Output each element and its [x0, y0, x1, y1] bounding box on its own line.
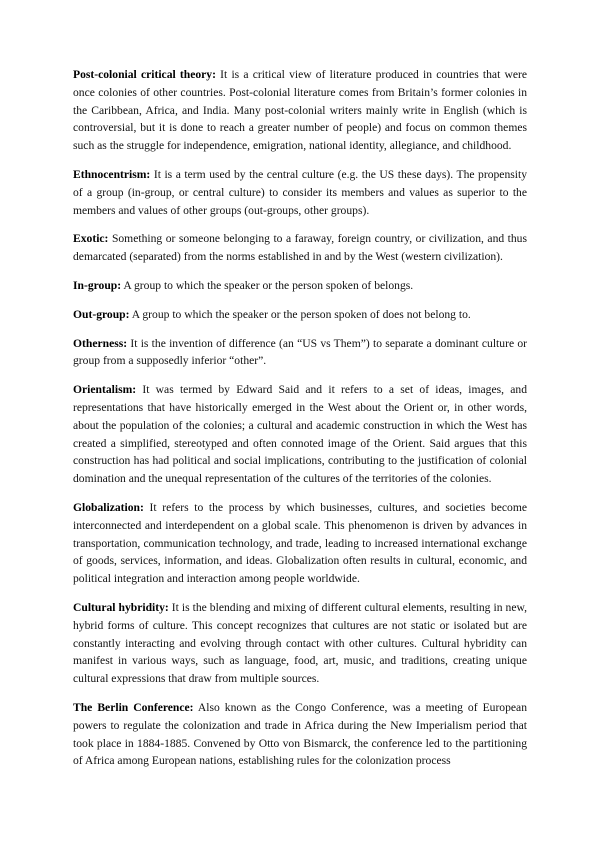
entry-cultural-hybridity [73, 599, 527, 688]
entry-term: Post-colonial critical theory: [73, 68, 216, 81]
entry-term: Cultural hybridity: [73, 600, 169, 614]
entry-definition: It was termed by Edward Said and it refers to a set of ideas, images, and representations that have historically emerged in the West about the Orient or, in other words, about the population of the colonies; a cultural and academic construction in which the West has created a simplified, stereotyped and often connoted image of the Orient. Said argues that this construction has had political and social implications, contributing to the justification of colonial domination and the unequal representation of the cultures of the territories of the colonies. [73, 383, 527, 486]
entry-term: Exotic: [73, 232, 109, 246]
entry-definition: Also known as the Congo Conference, was a meeting of European powers to regulate the colonization and trade in Africa during the New Imperialism period that took place in 1884-1885. Convened by Otto von Bismarck, the conference led to the partitioning of Africa among European nations, establishing rules for the colonization process [73, 700, 527, 768]
entry-definition: A group to which the speaker or the person spoken of does not belong to. [131, 307, 471, 321]
glossary-body [73, 66, 527, 781]
entry-globalization [73, 499, 527, 588]
entry-term: The Berlin Conference: [73, 700, 194, 714]
entry-term: Orientalism: [73, 383, 137, 397]
entry-definition: A group to which the speaker or the person spoken of belongs. [123, 278, 414, 292]
entry-ethnocentrism [73, 166, 527, 219]
entry-definition: It is a critical view of literature produced in countries that were once colonies of other countries. Post-colonial literature comes from Britain’s former colonies in the Caribbean, Africa, and India. Many post-colonial writers mainly write in English (which is controversial, but it is done to reach a greater number of people) and focus on common themes such as the struggle for independence, emigration, national identity, allegiance, and childhood. [73, 68, 528, 153]
entry-term: Out-group: [73, 307, 130, 321]
entry-out-group [73, 306, 527, 324]
entry-term: Globalization: [73, 500, 144, 514]
entry-in-group [73, 277, 527, 295]
entry-definition: It is the invention of difference (an “US vs Them”) to separate a dominant culture or group from a supposedly inferior “other”. [73, 336, 527, 368]
entry-term: Otherness: [73, 336, 128, 350]
entry-exotic [73, 230, 527, 266]
entry-term: Ethnocentrism: [73, 167, 151, 181]
entry-definition: It is a term used by the central culture (e.g. the US these days). The propensity of a group (in-group, or central culture) to consider its members and values as superior to the members and values of other groups (out-groups, other groups). [73, 167, 527, 217]
entry-orientalism [73, 381, 527, 488]
entry-post-colonial-critical-theory [73, 66, 527, 155]
entry-definition: It is the blending and mixing of different cultural elements, resulting in new, hybrid forms of culture. This concept recognizes that cultures are not static or isolated but are constantly interacting and evolving through contact with other cultures. Cultural hybridity can manifest in various ways, such as language, food, art, music, and traditions, creating unique cultural expressions that draw from multiple sources. [73, 600, 527, 686]
entry-definition: Something or someone belonging to a faraway, foreign country, or civilization, and thus demarcated (separated) from the norms established in and by the West (western civilization). [73, 232, 527, 264]
entry-berlin-conference [73, 699, 527, 770]
entry-otherness [73, 335, 527, 371]
entry-definition: It refers to the process by which businesses, cultures, and societies become interconnected and interdependent on a global scale. This phenomenon is driven by advances in transportation, communication technology, and trade, leading to increased international exchange of goods, services, information, and ideas. Globalization often results in cultural, economic, and political integration and interaction among people worldwide. [73, 500, 527, 586]
entry-term: In-group: [73, 278, 122, 292]
